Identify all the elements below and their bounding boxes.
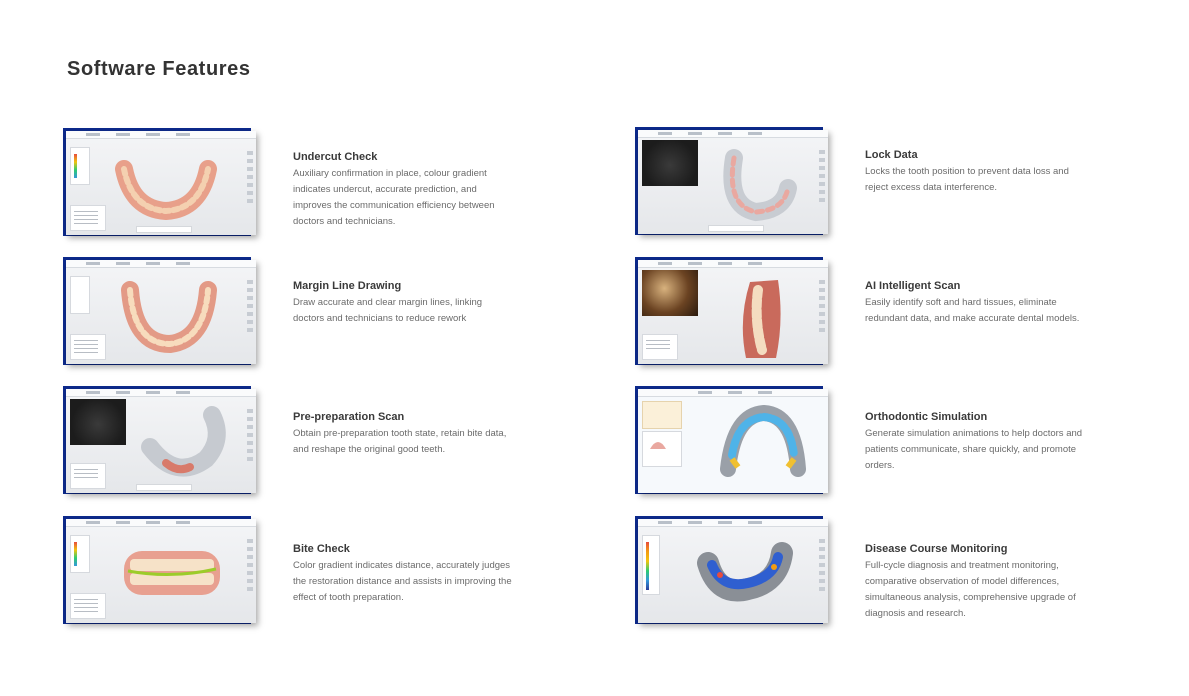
undercut-check-screenshot <box>63 128 259 240</box>
feature-title: Orthodontic Simulation <box>865 411 988 423</box>
feature-title: AI Intelligent Scan <box>865 280 961 292</box>
feature-description: Generate simulation animations to help doctors and patients communicate, share quickly, and promote orders. <box>865 428 1083 471</box>
dental-scan-icon <box>638 260 828 364</box>
feature-description: Color gradient indicates distance, accurately judges the restoration distance and assists in improving the effect of tooth preparation. <box>293 560 512 603</box>
feature-margin-line-drawing <box>63 257 623 372</box>
feature-description: Easily identify soft and hard tissues, eliminate redundant data, and make accurate dental models. <box>865 297 1080 324</box>
disease-monitoring-screenshot <box>635 516 831 628</box>
feature-title: Margin Line Drawing <box>293 280 402 292</box>
feature-disease-course-monitoring <box>635 516 1189 631</box>
feature-lock-data <box>635 127 1189 242</box>
feature-title: Disease Course Monitoring <box>865 543 1008 555</box>
feature-undercut-check <box>63 128 623 243</box>
bite-check-screenshot <box>63 516 259 628</box>
dental-arch-icon <box>66 260 256 364</box>
dental-arch-icon <box>66 131 256 235</box>
feature-description: Obtain pre-preparation tooth state, retain bite data, and reshape the original good teeth. <box>293 428 507 455</box>
feature-description: Full-cycle diagnosis and treatment monitoring, comparative observation of model differences, simultaneous analysis, comprehensive upgrade of diagnosis and research. <box>865 560 1076 619</box>
feature-title: Pre-preparation Scan <box>293 411 405 423</box>
feature-description: Locks the tooth position to prevent data loss and reject excess data interference. <box>865 166 1069 193</box>
dental-arch-icon <box>66 389 256 493</box>
feature-ai-intelligent-scan <box>635 257 1189 372</box>
dental-arch-icon <box>638 130 828 234</box>
pre-preparation-screenshot <box>63 386 259 498</box>
dental-bite-icon <box>66 519 256 623</box>
dental-arch-icon <box>638 389 828 493</box>
feature-title: Undercut Check <box>293 151 378 163</box>
feature-title: Lock Data <box>865 149 918 161</box>
lock-data-screenshot <box>635 127 831 239</box>
feature-orthodontic-simulation <box>635 386 1189 501</box>
margin-line-screenshot <box>63 257 259 369</box>
feature-description: Draw accurate and clear margin lines, linking doctors and technicians to reduce rework <box>293 297 483 324</box>
dental-heatmap-icon <box>638 519 828 623</box>
feature-title: Bite Check <box>293 543 350 555</box>
ai-scan-screenshot <box>635 257 831 369</box>
orthodontic-simulation-screenshot <box>635 386 831 498</box>
feature-bite-check <box>63 516 623 631</box>
feature-pre-preparation-scan <box>63 386 623 501</box>
feature-description: Auxiliary confirmation in place, colour gradient indicates undercut, accurate prediction, and improves the communication efficiency between doctors and technicians. <box>293 168 495 227</box>
page-title: Software Features <box>67 58 251 80</box>
